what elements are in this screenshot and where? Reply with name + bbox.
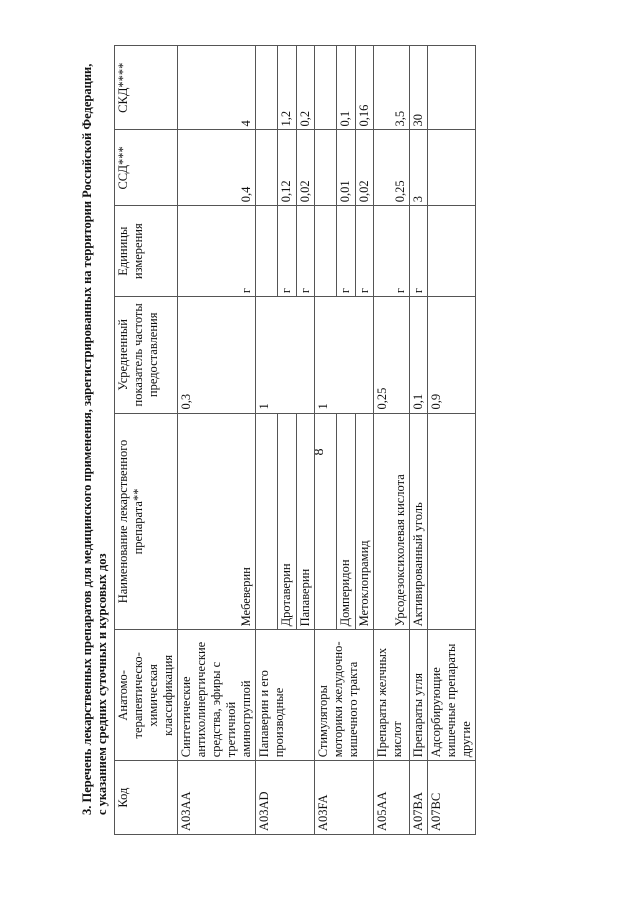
drug-unit: г [277,206,294,296]
col-header-ssd: ССД*** [115,130,178,206]
row-skd [374,46,410,130]
col-header-unit: Единицы измерения [115,206,178,297]
drug-skd: 30 [411,113,425,127]
row-atc: Стимуляторы моторики желудочно-кишечного тракта [315,630,374,761]
drug-unit: г [393,287,407,294]
row-drug-names [315,413,374,630]
table-row [374,46,410,835]
drug-unit: г [411,287,425,294]
drug-ssd: 0,01 [336,130,353,205]
drug-name: Домперидон [336,414,353,630]
col-header-frequency: Усредненный показатель частоты предоставления [115,297,178,413]
row-skd [178,46,256,130]
row-frequency: 0,25 [374,297,410,413]
row-atc: Препараты угля [410,630,428,761]
row-unit [178,206,256,297]
row-skd [428,46,476,130]
rotated-page-content [80,45,640,845]
col-header-skd: СКД**** [115,46,178,130]
row-skd [315,46,374,130]
row-ssd [256,130,315,206]
row-atc: Синтетические антихолинергические средства, эфиры с третичной аминогруппой [178,630,256,761]
row-atc: Адсорбирующие кишечные препараты другие [428,630,476,761]
drug-unit: г [239,287,253,294]
drug-name: Мебеверин [239,567,253,627]
drug-name: Метоклопрамид [355,414,372,630]
drug-ssd: 0,02 [355,130,372,205]
drug-unit: г [355,206,372,296]
drug-ssd: 3 [411,196,425,203]
row-code: A03AD [256,761,315,835]
row-skd [256,46,315,130]
row-frequency: 1 [256,297,315,413]
row-code: A05AA [374,761,410,835]
row-drug-names [178,413,256,630]
table-header-row [115,46,178,835]
drug-name: Активированный уголь [411,502,425,627]
row-unit [410,206,428,297]
row-frequency: 0,1 [410,297,428,413]
drug-name: Папаверин [296,414,313,630]
col-header-name: Наименование лекарственного препарата** [115,413,178,630]
section-heading: 3. Перечень лекарственных препаратов для медицинского применения, зарегистрированных на территории Российской Федерации, с указанием средних суточных и курсовых доз [80,63,109,815]
row-code: A03AA [178,761,256,835]
row-ssd [374,130,410,206]
drug-skd: 4 [239,120,253,127]
drug-ssd: 0,25 [393,180,407,203]
drug-skd: 0,16 [355,46,372,129]
drug-unit: г [336,206,353,296]
drug-skd: 0,1 [336,46,353,129]
drug-skd: 1,2 [277,46,294,129]
table-row [315,46,374,835]
row-atc: Папаверин и его производные [256,630,315,761]
row-ssd [315,130,374,206]
drug-ssd: 0,4 [239,186,253,203]
row-unit [315,206,374,297]
table-row [428,46,476,835]
drug-skd: 0,2 [296,46,313,129]
row-drug-names [374,413,410,630]
row-frequency: 0,9 [428,297,476,413]
row-unit [374,206,410,297]
row-drug-names [428,413,476,630]
row-atc: Препараты желчных кислот [374,630,410,761]
row-skd [410,46,428,130]
row-drug-names [410,413,428,630]
row-unit [428,206,476,297]
row-ssd [428,130,476,206]
row-frequency: 1 [315,297,374,413]
page-number: 8 [312,448,327,456]
drug-skd: 3,5 [393,110,407,127]
table-row [410,46,428,835]
drug-ssd: 0,12 [277,130,294,205]
col-header-atc: Анатомо-терапевтическо-химическая классификация [115,630,178,761]
row-frequency: 0,3 [178,297,256,413]
row-ssd [178,130,256,206]
drug-table [114,45,476,835]
row-code: A07BC [428,761,476,835]
row-code: A07BA [410,761,428,835]
drug-name: Дротаверин [277,414,294,630]
drug-unit: г [296,206,313,296]
row-code: A03FA [315,761,374,835]
row-drug-names [256,413,315,630]
row-ssd [410,130,428,206]
row-unit [256,206,315,297]
table-row [256,46,315,835]
drug-ssd: 0,02 [296,130,313,205]
table-row [178,46,256,835]
col-header-code: Код [115,761,178,835]
drug-name: Урсодезоксихолевая кислота [393,474,407,627]
